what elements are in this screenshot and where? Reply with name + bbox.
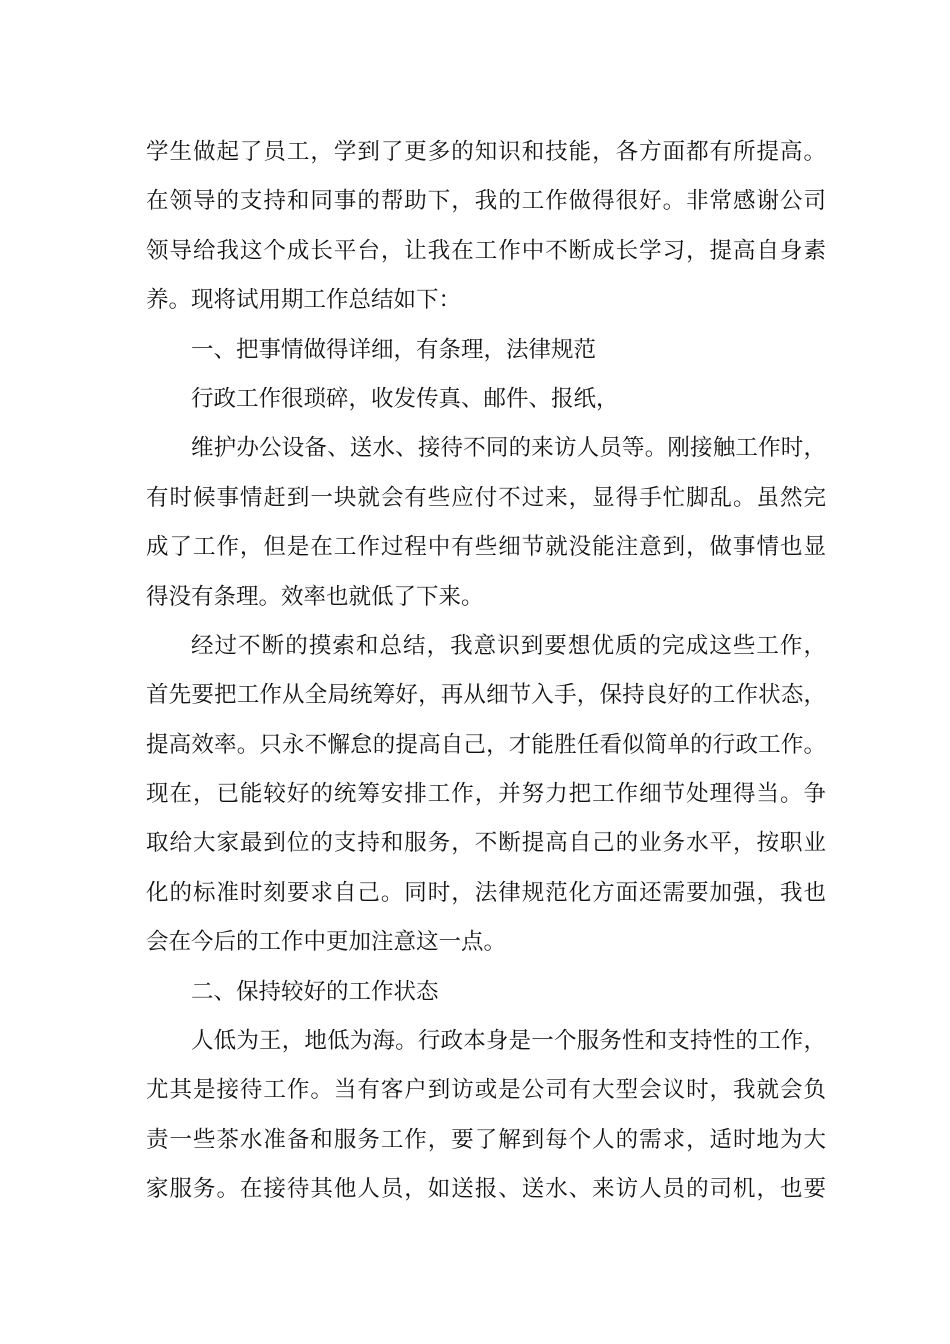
text-line: 提高效率。只永不懈怠的提高自己，才能胜任看似简单的行政工作。	[146, 731, 826, 758]
text-line: 会在今后的工作中更加注意这一点。	[146, 929, 507, 956]
text-line: 化的标准时刻要求自己。同时，法律规范化方面还需要加强，我也	[146, 879, 826, 906]
document-body	[146, 128, 826, 1215]
text-line: 学生做起了员工，学到了更多的知识和技能，各方面都有所提高。	[146, 139, 826, 165]
section-heading-2: 二、保持较好的工作状态	[191, 978, 439, 1005]
text-line: 领导给我这个成长平台，让我在工作中不断成长学习，提高自身素	[146, 237, 826, 264]
text-line: 尤其是接待工作。当有客户到访或是公司有大型会议时，我就会负	[146, 1077, 826, 1104]
text-line: 经过不断的摸索和总结，我意识到要想优质的完成这些工作，	[191, 632, 826, 659]
text-line: 现在，已能较好的统筹安排工作，并努力把工作细节处理得当。争	[146, 781, 826, 808]
text-line: 得没有条理。效率也就低了下来。	[146, 583, 484, 610]
text-line: 家服务。在接待其他人员，如送报、送水、来访人员的司机，也要	[146, 1176, 826, 1203]
text-line: 人低为王，地低为海。行政本身是一个服务性和支持性的工作，	[191, 1028, 826, 1055]
section-heading-1: 一、把事情做得详细，有条理，法律规范	[191, 336, 597, 363]
text-line: 首先要把工作从全局统筹好，再从细节入手，保持良好的工作状态，	[146, 682, 826, 709]
text-line: 养。现将试用期工作总结如下：	[146, 287, 462, 314]
text-line: 责一些茶水准备和服务工作，要了解到每个人的需求，适时地为大	[146, 1126, 826, 1153]
text-line: 成了工作，但是在工作过程中有些细节就没能注意到，做事情也显	[146, 534, 826, 561]
text-line: 行政工作很琐碎，收发传真、邮件、报纸，	[191, 385, 619, 412]
text-line: 维护办公设备、送水、接待不同的来访人员等。刚接触工作时，	[191, 435, 826, 462]
text-line: 在领导的支持和同事的帮助下，我的工作做得很好。非常感谢公司	[146, 188, 826, 215]
text-line: 取给大家最到位的支持和服务，不断提高自己的业务水平，按职业	[146, 830, 826, 857]
text-line: 有时候事情赶到一块就会有些应付不过来，显得手忙脚乱。虽然完	[146, 484, 826, 511]
